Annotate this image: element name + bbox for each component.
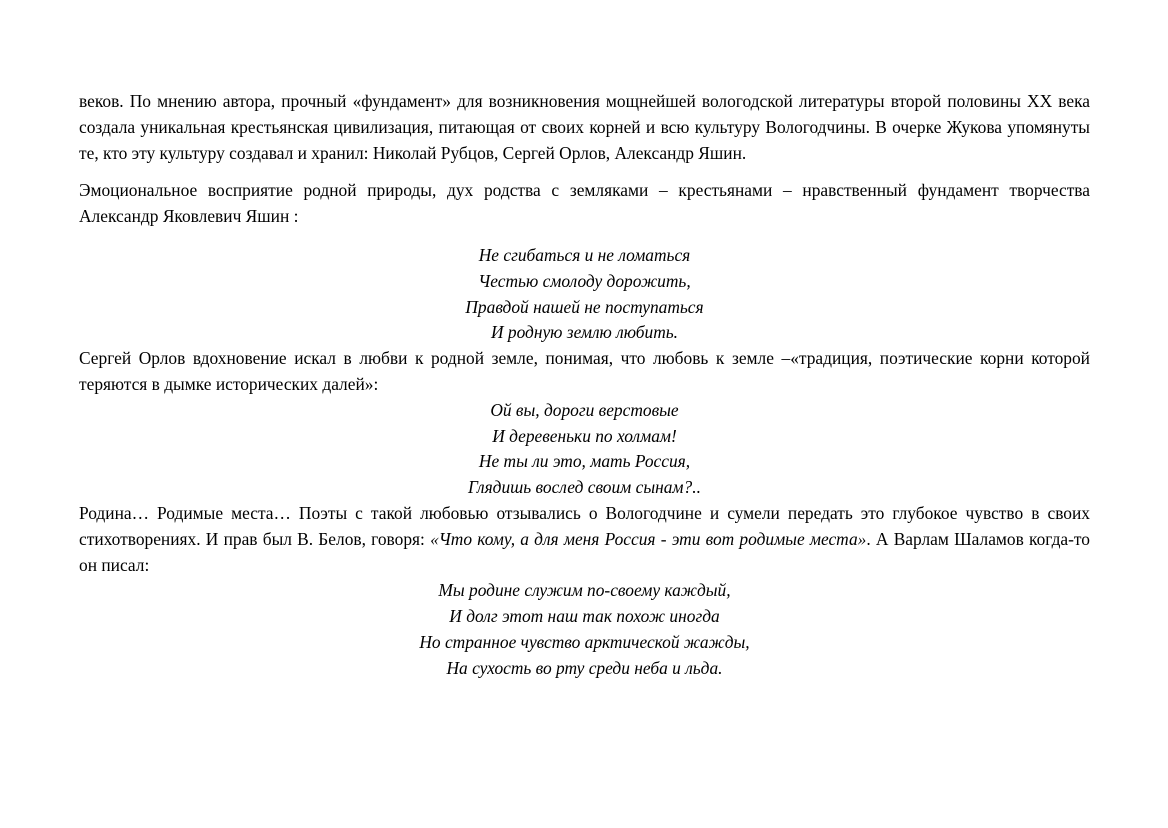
poem-line: Ой вы, дороги верстовые [490,399,679,420]
poem-shalamov [79,578,1090,681]
poem-line: Не ты ли это, мать Россия, [478,451,691,472]
poem-orlov [79,398,1090,501]
poem-line: Не сгибаться и не ломаться [478,244,691,265]
poem-line: Мы родине служим по-своему каждый, [438,580,731,601]
paragraph-homeland [79,501,1090,578]
poem-line: Но странное чувство арктической жажды, [419,631,750,652]
poem-line: И деревеньки по холмам! [492,425,677,446]
paragraph-intro: веков. По мнению автора, прочный «фундамент» для возникновения мощнейшей вологодской литературы второй половины XX века создала уникальная крестьянская цивилизация, питающая от своих корней и всю культуру Вологодчины. В очерке Жукова упомянуты те, кто эту культуру создавал и хранил: Николай Рубцов, Сергей Орлов, Александр Яшин. [79,91,1090,163]
poem-line: Глядишь вослед своим сынам?.. [468,477,701,498]
text: . А Варлам Шаламов когда-то он писал: [79,528,1090,575]
poem-line: Правдой нашей не поступаться [465,296,704,317]
poem-yashin [79,243,1090,346]
belov-quote: «Что кому, а для меня Россия - эти вот родимые места» [430,528,867,549]
poem-line: И долг этот наш так похож иногда [449,606,720,627]
poem-line: Честью смолоду дорожить, [478,270,691,291]
poem-line: И родную землю любить. [490,322,679,343]
paragraph-orlov: Сергей Орлов вдохновение искал в любви к родной земле, понимая, что любовь к земле –«традиция, поэтические корни которой теряются в дымке исторических далей»: [79,348,1090,394]
text: Родина… Родимые места… Поэты с такой любовью отзывались о Вологодчине и сумели передать это глубокое чувство в своих стихотворениях. И прав был В. Белов, говоря: [79,502,1090,549]
document-page [79,89,1090,682]
poem-line: На сухость во рту среди неба и льда. [446,657,723,678]
paragraph-yashin: Эмоциональное восприятие родной природы, дух родства с земляками – крестьянами – нравственный фундамент творчества Александр Яковлевич Яшин : [79,180,1090,227]
